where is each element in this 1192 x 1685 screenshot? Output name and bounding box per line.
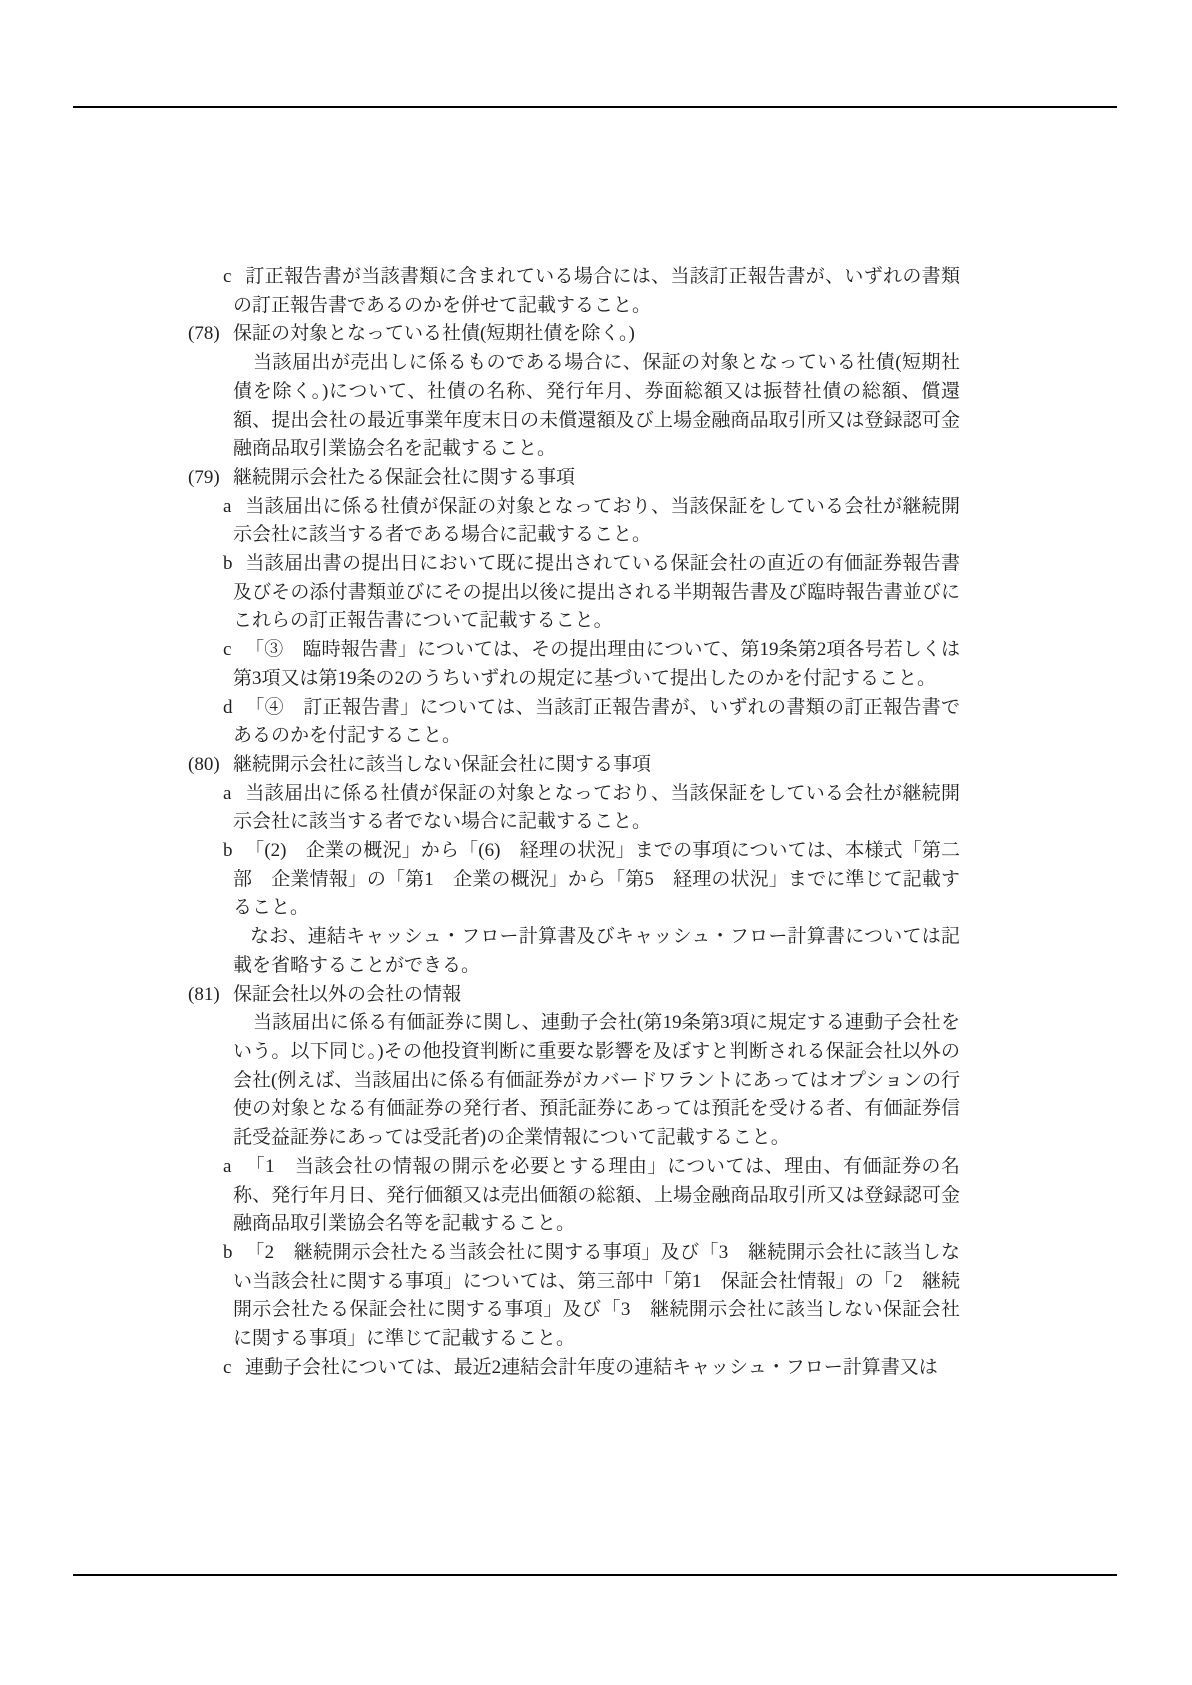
item-number: (79) [188,466,220,488]
item-marker: d [223,696,233,718]
clause-item-a [223,1153,960,1239]
clause-item-c [223,263,960,320]
heading-text: 保証会社以外の会社の情報 [233,983,462,1005]
clause-heading-78 [188,320,960,349]
clause-item-a [223,780,960,837]
item-text: 「③ 臨時報告書」については、その提出理由について、第19条第2項各号若しくは第3項又は第19条の2のうちいずれの規定に基づいて提出したのかを付記すること。 [233,639,960,689]
item-text: 訂正報告書が当該書類に含まれている場合には、当該訂正報告書が、いずれの書類の訂正報告書であるのかを併せて記載すること。 [233,266,960,316]
item-text: 「2 継続開示会社たる当該会社に関する事項」及び「3 継続開示会社に該当しない当該会社に関する事項」については、第三部中「第1 保証会社情報」の「2 継続開示会社たる保証会社に関する事項」及び「3 継続開示会社に該当しない保証会社に関する事項」に準じて記載すること。 [233,1241,960,1350]
heading-text: 継続開示会社に該当しない保証会社に関する事項 [233,753,652,775]
item-text: 連動子会社については、最近2連結会計年度の連結キャッシュ・フロー計算書又は [245,1356,938,1378]
item-text: 「1 当該会社の情報の開示を必要とする理由」については、理由、有価証券の名称、発行年月日、発行価額又は売出価額の総額、上場金融商品取引所又は登録認可金融商品取引業協会名等を記載すること。 [233,1155,960,1235]
clause-note-paragraph [233,923,960,980]
item-marker: c [223,266,232,287]
clause-item-a [223,493,960,550]
clause-paragraph [233,349,960,464]
clause-item-c [223,1354,960,1383]
header-rule [73,106,1117,108]
clause-heading-81 [188,981,960,1010]
item-text: 当該届出に係る社債が保証の対象となっており、当該保証をしている会社が継続開示会社に該当する者でない場合に記載すること。 [233,782,960,833]
footer-rule [73,1574,1117,1576]
clause-item-b [223,837,960,923]
item-marker: b [223,553,233,575]
clause-item-d [223,694,960,751]
clause-heading-79 [188,464,960,493]
clause-item-b [223,1239,960,1354]
item-number: (80) [188,753,220,775]
item-marker: a [223,495,232,517]
item-text: 当該届出書の提出日において既に提出されている保証会社の直近の有価証券報告書及びその添付書類並びにその提出以後に提出される半期報告書及び臨時報告書並びにこれらの訂正報告書について記載すること。 [233,553,960,632]
paragraph-text: 当該届出が売出しに係るものである場合に、保証の対象となっている社債(短期社債を除く。)について、社債の名称、発行年月、券面総額又は振替社債の総額、償還額、提出会社の最近事業年度末日の未償還額及び上場金融商品取引所又は登録認可金融商品取引業協会名を記載すること。 [233,352,960,460]
item-marker: a [223,782,232,804]
item-marker: c [223,1356,232,1378]
paragraph-text: 当該届出に係る有価証券に関し、連動子会社(第19条第3項に規定する連動子会社をいう。以下同じ。)その他投資判断に重要な影響を及ぼすと判断される保証会社以外の会社(例えば、当該届出に係る有価証券がカバードワラントにあってはオプションの行使の対象となる有価証券の発行者、預託証券にあっては預託を受ける者、有価証券信託受益証券にあっては受託者)の企業情報について記載すること。 [233,1012,960,1149]
clause-item-c [223,636,960,693]
item-marker: b [223,1241,233,1263]
item-marker: c [223,639,232,661]
clause-paragraph [233,1009,960,1153]
item-number: (81) [188,983,220,1005]
item-number: (78) [188,323,220,345]
item-text: 「④ 訂正報告書」については、当該訂正報告書が、いずれの書類の訂正報告書であるのかを付記すること。 [233,696,960,747]
heading-text: 保証の対象となっている社債(短期社債を除く。) [233,323,635,345]
document-body [188,263,960,1382]
item-text: 「(2) 企業の概況」から「(6) 経理の状況」までの事項については、本様式「第二部 企業情報」の「第1 企業の概況」から「第5 経理の状況」までに準じて記載すること。 [233,840,960,919]
item-marker: a [223,1155,232,1177]
clause-item-b [223,550,960,636]
heading-text: 継続開示会社たる保証会社に関する事項 [233,466,576,488]
item-marker: b [223,840,233,862]
clause-heading-80 [188,751,960,780]
note-text: なお、連結キャッシュ・フロー計算書及びキャッシュ・フロー計算書については記載を省略することができる。 [233,926,960,976]
item-text: 当該届出に係る社債が保証の対象となっており、当該保証をしている会社が継続開示会社に該当する者である場合に記載すること。 [233,495,960,546]
